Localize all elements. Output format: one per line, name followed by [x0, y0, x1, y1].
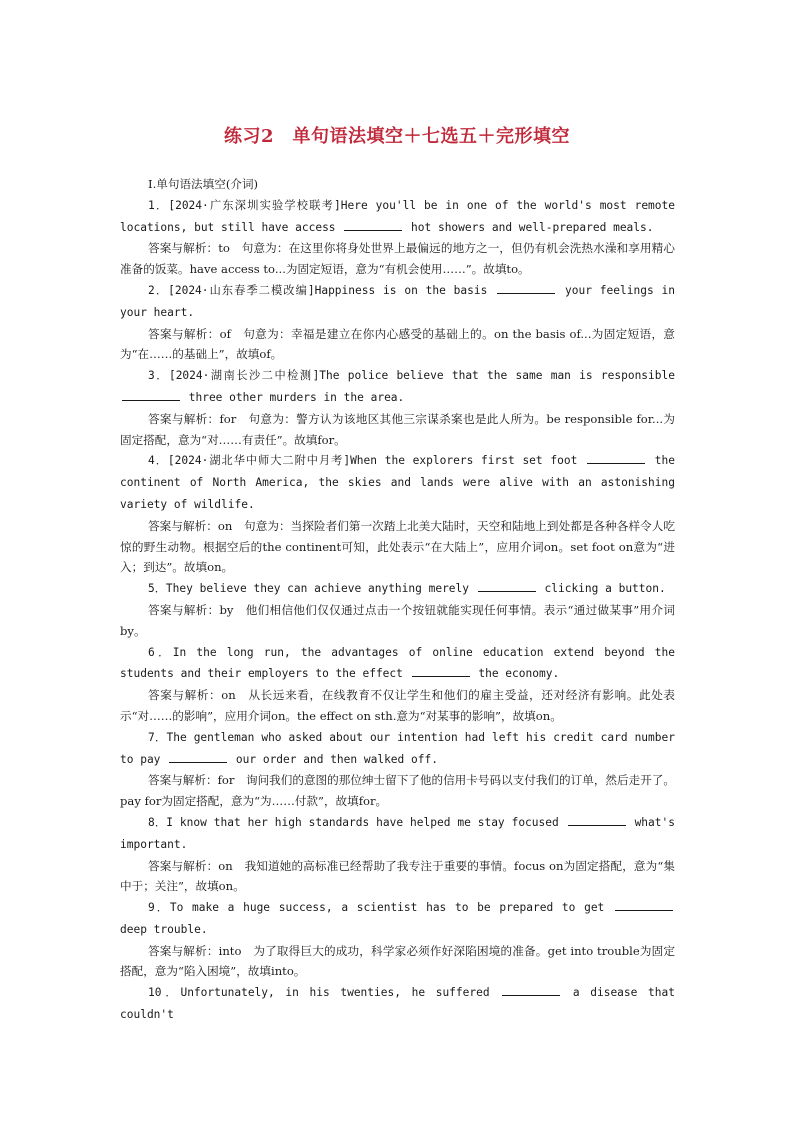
answer-explanation: 答案与解析：on 句意为：当探险者们第一次踏上北美大陆时，天空和陆地上到处都是各种各样令人吃惊的野生动物。根据空后的the continent可知，此处表示“在大陆上”，应用介词on。set foot on意为“进入；到达”。故填on。 [120, 518, 675, 575]
answer-blank[interactable] [587, 453, 645, 464]
exercise-body [120, 174, 675, 1026]
question-prefix: 6．In the long run, the advantages of online education extend beyond the students and their employers to the effect [120, 645, 675, 681]
question-suffix: your feelings in your heart. [120, 283, 675, 319]
question-prefix: 1．[2024·广东深圳实验学校联考]Here you'll be in one of the world's most remote locations, but still have access [120, 198, 675, 234]
question-item [120, 195, 675, 280]
answer-explanation: 答案与解析：into 为了取得巨大的成功，科学家必须作好深陷困境的准备。get into trouble为固定搭配，意为“陷入困境”，故填into。 [120, 943, 675, 979]
answer-blank[interactable] [122, 390, 180, 401]
answer-explanation: 答案与解析：for 句意为：警方认为该地区其他三宗谋杀案也是此人所为。be responsible for...为固定搭配，意为“对……有责任”。故填for。 [120, 411, 675, 447]
question-suffix: clicking a button. [537, 582, 666, 596]
question-suffix: three other murders in the area. [182, 390, 405, 404]
section-heading: Ⅰ.单句语法填空(介词) [148, 177, 259, 191]
question-suffix: what's important. [120, 815, 675, 851]
question-prefix: 9．To make a huge success, a scientist has to be prepared to get [148, 901, 613, 915]
answer-explanation: 答案与解析：on 我知道她的高标准已经帮助了我专注于重要的事情。focus on为固定搭配，意为“集中于；关注”，故填on。 [120, 858, 675, 894]
question-suffix: a disease that couldn't [120, 986, 675, 1022]
answer-explanation: 答案与解析：to 句意为：在这里你将身处世界上最偏远的地方之一，但仍有机会洗热水澡和享用精心准备的饭菜。have access to...为固定短语，意为“有机会使用……”。故填to。 [120, 241, 675, 277]
answer-explanation: 答案与解析：on 从长远来看，在线教育不仅让学生和他们的雇主受益，还对经济有影响。此处表示“对……的影响”，应用介词on。the effect on sth.意为“对某事的影响”，故填on。 [120, 688, 675, 723]
question-suffix: the continent of North America, the skies and lands were alive with an astonishing variety of wildlife. [120, 454, 675, 511]
question-prefix: 2．[2024·山东春季二模改编]Happiness is on the basis [148, 283, 496, 297]
answer-blank[interactable] [478, 581, 536, 592]
question-item [120, 727, 675, 812]
question-prefix: 4．[2024·湖北华中师大二附中月考]When the explorers first set foot [148, 454, 586, 468]
question-text [120, 812, 675, 856]
question-text [120, 727, 675, 771]
answer-explanation: 答案与解析：by 他们相信他们仅仅通过点击一个按钮就能实现任何事情。表示“通过做某事”用介词by。 [120, 602, 675, 638]
question-text [120, 450, 675, 515]
answer-blank[interactable] [568, 815, 626, 826]
question-text [120, 195, 675, 239]
question-item [120, 578, 675, 641]
question-item [120, 897, 675, 982]
question-prefix: 8．I know that her high standards have helped me stay focused [148, 815, 566, 829]
question-prefix: 3．[2024·湖南长沙二中检测]The police believe that the same man is responsible [148, 369, 675, 383]
question-suffix: our order and then walked off. [229, 752, 438, 766]
answer-explanation: 答案与解析：of 句意为：幸福是建立在你内心感受的基础上的。on the basis of...为固定短语，意为“在……的基础上”，故填of。 [120, 326, 675, 362]
question-prefix: 5．They believe they can achieve anything merely [148, 582, 476, 596]
question-text [120, 982, 675, 1026]
question-list [120, 195, 675, 1026]
question-item [120, 365, 675, 450]
question-text [120, 365, 675, 409]
question-item [120, 642, 675, 727]
question-prefix: 10．Unfortunately, in his twenties, he suffered [148, 986, 501, 1000]
question-prefix: 7．The gentleman who asked about our intention had left his credit card number to pay [120, 730, 675, 766]
page-title: 练习2 单句语法填空＋七选五＋完形填空 [223, 126, 571, 147]
answer-explanation: 答案与解析：for 询问我们的意图的那位绅士留下了他的信用卡号码以支付我们的订单，然后走开了。pay for为固定搭配，意为“为……付款”，故填for。 [120, 773, 675, 809]
answer-blank[interactable] [615, 900, 673, 911]
answer-blank[interactable] [412, 666, 470, 677]
question-item [120, 982, 675, 1026]
question-suffix: deep trouble. [120, 922, 208, 936]
question-text [120, 642, 675, 686]
question-item [120, 280, 675, 365]
question-item [120, 812, 675, 897]
question-text [120, 280, 675, 324]
question-text [120, 578, 675, 600]
answer-blank[interactable] [344, 220, 402, 231]
answer-blank[interactable] [502, 985, 560, 996]
question-item [120, 450, 675, 578]
answer-blank[interactable] [169, 752, 227, 763]
question-suffix: hot showers and well-prepared meals. [404, 220, 654, 234]
answer-blank[interactable] [497, 283, 555, 294]
question-suffix: the economy. [471, 667, 560, 681]
question-text [120, 897, 675, 941]
